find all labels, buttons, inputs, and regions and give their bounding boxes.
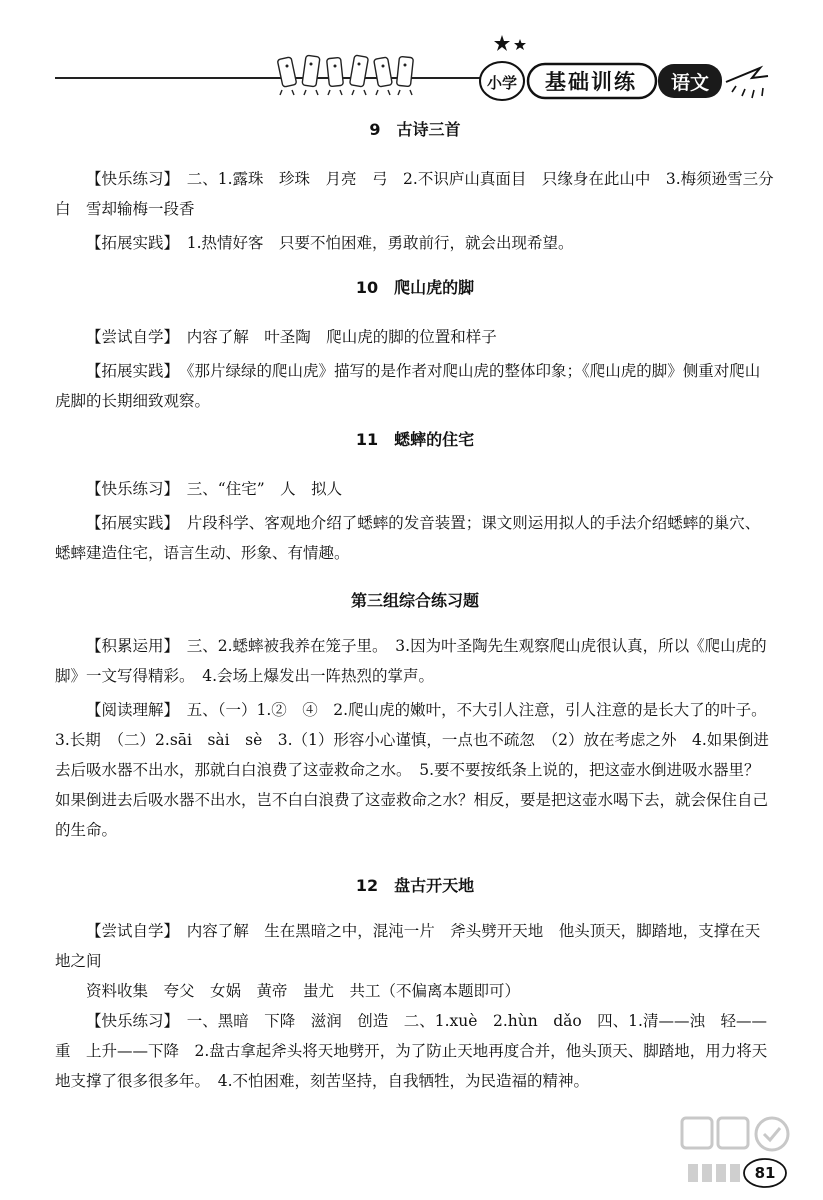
answer-text: 1.热情好客 只要不怕困难，勇敢前行，就会出现希望。	[171, 234, 574, 252]
answer-paragraph	[55, 631, 775, 691]
answer-text: 内容了解 叶圣陶 爬山虎的脚的位置和样子	[171, 328, 497, 346]
answer-paragraph	[55, 228, 775, 258]
section-title: 第三组综合练习题	[350, 591, 479, 610]
badge-subject-label: 语文	[670, 71, 709, 94]
answer-text: 《那片绿绿的爬山虎》描写的是作者对爬山虎的整体印象；《爬山虎的脚》侧重对爬山虎脚的长期细致观察。	[55, 362, 761, 410]
badge-series-title: 基础训练	[545, 69, 637, 94]
answer-text: 片段科学、客观地介绍了蟋蟀的发音装置；课文则运用拟人的手法介绍蟋蟀的巢穴、蟋蟀建造住宅，语言生动、形象、有情趣。	[55, 514, 761, 562]
answer-tag: 【拓展实践】	[86, 362, 172, 380]
section-title: 12 盘古开天地	[355, 876, 475, 895]
answer-tag: 【尝试自学】	[86, 922, 172, 940]
answer-tag: 【尝试自学】	[86, 328, 172, 346]
answer-paragraph	[55, 322, 775, 352]
answer-paragraph	[55, 356, 775, 416]
answer-tag: 【拓展实践】	[86, 514, 172, 532]
answer-paragraph	[55, 695, 775, 845]
answer-tag: 【快乐练习】	[86, 170, 172, 188]
answer-paragraph	[55, 916, 775, 976]
section-title: 11 蟋蟀的住宅	[355, 430, 475, 449]
stars-icon	[494, 33, 534, 57]
answer-tag: 【快乐练习】	[86, 1012, 172, 1030]
answer-text: 三、2.蟋蟀被我养在笼子里。 3.因为叶圣陶先生观察爬山虎很认真，所以《爬山虎的脚》一文写得精彩。 4.会场上爆发出一阵热烈的掌声。	[55, 637, 767, 685]
answer-text: 二、1.露珠 珍珠 月亮 弓 2.不识庐山真面目 只缘身在此山中 3.梅须逊雪三分白 雪却输梅一段香	[55, 170, 774, 218]
answer-text: 一、黑暗 下降 滋润 创造 二、1.xuè 2.hùn dǎo 四、1.清——浊 轻——重 上升——下降 2.盘古拿起斧头将天地劈开，为了防止天地再度合并，他头顶天、脚踏地，用力将天地支撑了很多很多年。 4.不怕困难，刻苦坚持，自我牺牲，为民造福的精神。	[55, 1012, 768, 1090]
answer-paragraph	[55, 976, 775, 1006]
answer-paragraph	[55, 508, 775, 568]
section-title: 10 爬山虎的脚	[355, 278, 475, 297]
answer-text: 内容了解 生在黑暗之中，混沌一片 斧头劈开天地 他头顶天，脚踏地，支撑在天地之间	[55, 922, 761, 970]
answer-text: 三、“住宅” 人 拟人	[171, 480, 343, 498]
answer-paragraph	[55, 164, 775, 224]
arrow-decoration-icon	[722, 62, 772, 108]
answer-tag: 【阅读理解】	[86, 701, 172, 719]
section-title: 9 古诗三首	[369, 120, 461, 139]
answer-tag: 【快乐练习】	[86, 480, 172, 498]
answer-text: 五、（一）1.② ④ 2.爬山虎的嫩叶，不大引人注意，引人注意的是长大了的叶子。 3.长期 （二）2.sāi sài sè 3.（1）形容小心谨慎，一点也不疏忽 （2）放在考虑之外 4.如果倒进去后吸水器不出水，那就白白浪费了这壶救命之水。 5.要不要按纸条上说的，把这壶水倒进吸水器里？如果倒进去后吸水器不出水，岂不白白浪费了这壶救命之水？相反，要是把这壶水喝下去，就会保住自己的生命。	[55, 701, 775, 839]
page-number: 81	[754, 1164, 776, 1182]
badge-level-label: 小学	[486, 73, 517, 92]
answer-paragraph	[55, 474, 775, 504]
answer-paragraph	[55, 1006, 775, 1096]
answer-tag: 【积累运用】	[86, 637, 172, 655]
answer-tag: 【拓展实践】	[86, 234, 172, 252]
answer-text: 资料收集 夸父 女娲 黄帝 蚩尤 共工（不偏离本题即可）	[86, 982, 521, 1000]
pencil-characters-icon	[272, 52, 422, 96]
page-header	[0, 0, 823, 120]
